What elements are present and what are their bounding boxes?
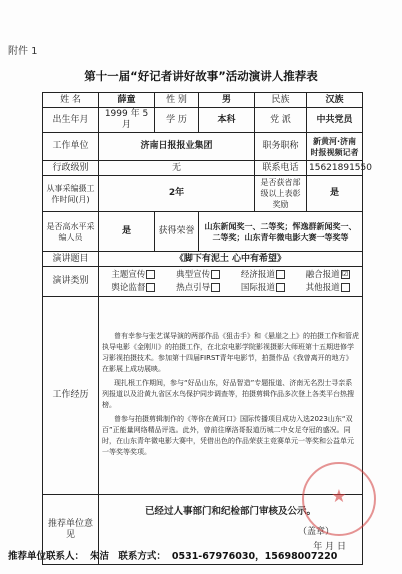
- checkbox-theme[interactable]: [146, 270, 155, 279]
- stamp-star-icon: ★: [330, 486, 348, 507]
- category-label: 演讲类别: [43, 267, 99, 297]
- name-label: 姓 名: [43, 93, 99, 108]
- footer-contact: [8, 548, 398, 562]
- experience-paragraph: 曾有幸参与张艺谋导演的两部作品《狙击手》和《悬崖之上》的拍摄工作和管虎执导电影《金刚川》的拍摄工作，在北京电影学院影视摄影大师班第十五期进修学习影视拍摄技术。参加第十四届FIRST青年电影节，拍摄作品《我曾离开的地方》在影展上成功展映。: [102, 331, 359, 373]
- party-label: 党 派: [255, 108, 307, 133]
- phone-label: 联系电话: [255, 161, 307, 176]
- experience-label: 工作经历: [43, 297, 99, 495]
- ethnicity-value: 汉族: [307, 93, 363, 108]
- checkbox-supervision[interactable]: [146, 283, 155, 292]
- birth-value: 1999 年 5 月: [99, 108, 155, 133]
- attachment-label: 附件 1: [8, 46, 38, 57]
- contact-phone-label: 联系方式：: [118, 551, 166, 562]
- contact-name: 朱洁: [90, 551, 110, 562]
- job-title-label: 职务职称: [255, 133, 307, 161]
- education-value: 本科: [199, 108, 255, 133]
- recommend-text: 已经过人事部门和纪检部门审核及公示。: [144, 506, 316, 517]
- work-years-value: 2年: [99, 176, 255, 212]
- award-label: 是否获省部级以上表彰奖励: [255, 176, 307, 212]
- talent-label: 是否高水平采编人员: [43, 212, 99, 252]
- job-title-value: 新黄河·济南时报视频记者: [307, 133, 363, 161]
- award-value: 是: [307, 176, 363, 212]
- experience-paragraph: 现扎根工作期间，参与“好品山东，好品智造”专题报道、济南无名烈士寻亲系列报道以及沿黄九省区水鸟保护同步调查等，拍摄剪辑作品多次登上各类平台热搜榜。: [102, 378, 354, 409]
- recommend-label: 推荐单位意 见: [43, 495, 99, 565]
- honors-label: 获得荣誉: [155, 212, 199, 252]
- category-other[interactable]: 其他报道: [306, 283, 350, 294]
- topic-label: 演讲题目: [43, 252, 99, 267]
- contact-phone-value: 0531-67976030，15698007220: [171, 551, 338, 562]
- category-typical[interactable]: 典型宣传: [176, 270, 220, 281]
- checkbox-typical[interactable]: [211, 270, 220, 279]
- category-hotspot[interactable]: 热点引导: [176, 283, 220, 294]
- employer-value: 济南日报报业集团: [99, 133, 255, 161]
- contact-label: 推荐单位联系人：: [8, 551, 85, 562]
- honors-value: 山东新闻奖一、二等奖；恽逸群新闻奖一、二等奖；山东青年微电影大赛一等奖等: [199, 212, 363, 252]
- admin-level-label: 行政级别: [43, 161, 99, 176]
- checkbox-economy[interactable]: [276, 270, 285, 279]
- experience-paragraph: 曾参与拍摄剪辑制作的《等你在黄河口》国际传播项目成功入选2023山东“双百”正能量网络精品评选。此外，曾前往摩洛哥报道历城二中女足夺冠的盛况。同时，在山东青年微电影大赛中，凭借出色的作品荣获主竞赛单元一等奖和公益单元一等奖等奖项。: [102, 414, 354, 456]
- date-text: 年 月 日: [313, 542, 346, 552]
- education-label: 学 历: [155, 108, 199, 133]
- checkbox-hotspot[interactable]: [211, 283, 220, 292]
- category-fusion[interactable]: 融合报道 ☑: [305, 269, 349, 280]
- official-stamp: [302, 462, 376, 536]
- topic-value: 《脚下有泥土 心中有希望》: [99, 252, 363, 267]
- category-options: [99, 267, 363, 297]
- gender-value: 男: [199, 93, 255, 108]
- checkbox-fusion[interactable]: ☑: [341, 269, 349, 278]
- seal-text: （盖章）: [297, 527, 334, 537]
- category-theme[interactable]: 主题宣传: [111, 270, 155, 281]
- party-value: 中共党员: [307, 108, 363, 133]
- checkbox-international[interactable]: [276, 283, 285, 292]
- category-economy[interactable]: 经济报道: [241, 270, 285, 281]
- ethnicity-label: 民族: [255, 93, 307, 108]
- employer-label: 工作单位: [43, 133, 99, 161]
- admin-level-value: 无: [99, 161, 255, 176]
- birth-label: 出生年月: [43, 108, 99, 133]
- checkbox-other[interactable]: [341, 283, 350, 292]
- category-international[interactable]: 国际报道: [241, 283, 285, 294]
- talent-value: 是: [99, 212, 155, 252]
- gender-label: 性 别: [155, 93, 199, 108]
- name-value: 薛童: [99, 93, 155, 108]
- form-title: 第十一届“好记者讲好故事”活动演讲人推荐表: [84, 69, 318, 83]
- phone-value: 15621891550: [307, 161, 363, 176]
- category-supervision[interactable]: 舆论监督: [111, 283, 155, 294]
- work-years-label: 从事采编摄工作时间(月): [43, 176, 99, 212]
